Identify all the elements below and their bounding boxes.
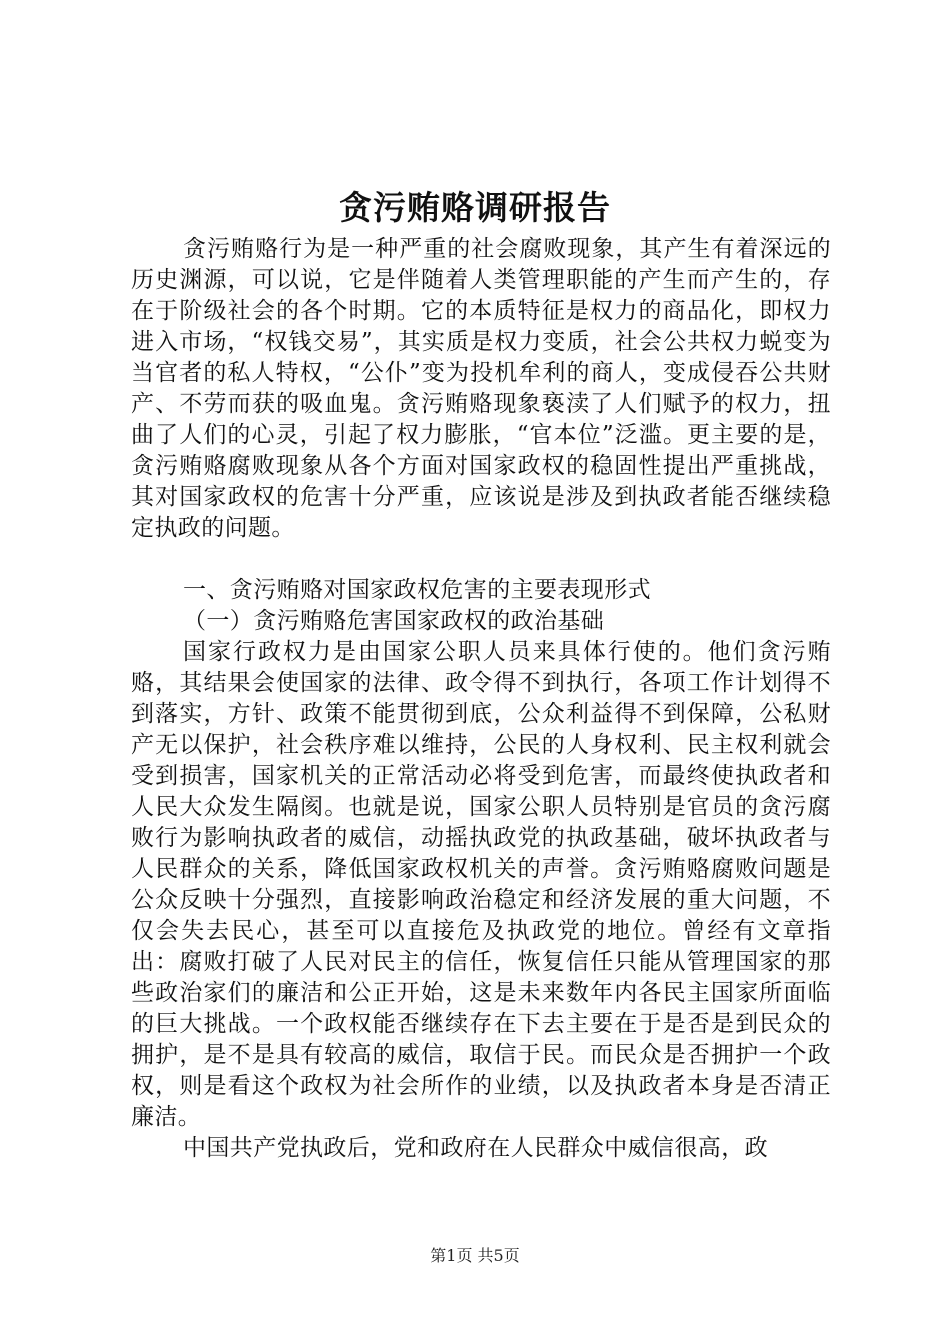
document-body <box>131 234 831 1164</box>
paragraph-spacer <box>131 544 831 575</box>
page-footer: 第1页 共5页 <box>430 1246 520 1265</box>
body-paragraph-2: 中国共产党执政后，党和政府在人民群众中威信很高，政 <box>183 1135 768 1161</box>
intro-paragraph: 贪污贿赂行为是一种严重的社会腐败现象，其产生有着深远的历史渊源，可以说，它是伴随着人类管理职能的产生而产生的，存在于阶级社会的各个时期。它的本质特征是权力的商品化，即权力进入市场，“权钱交易”，其实质是权力变质，社会公共权力蜕变为当官者的私人特权，“公仆”变为投机牟利的商人，变成侵吞公共财产、不劳而获的吸血鬼。贪污贿赂现象亵渎了人们赋予的权力，扭曲了人们的心灵，引起了权力膨胀，“官本位”泛滥。更主要的是，贪污贿赂腐败现象从各个方面对国家政权的稳固性提出严重挑战，其对国家政权的危害十分严重，应该说是涉及到执政者能否继续稳定执政的问题。 <box>131 236 831 541</box>
subsection-heading: （一）贪污贿赂危害国家政权的政治基础 <box>183 608 605 634</box>
document-title: 贪污贿赂调研报告 <box>339 188 611 227</box>
section-heading: 一、贪污贿赂对国家政权危害的主要表现形式 <box>183 577 651 603</box>
body-paragraph-1: 国家行政权力是由国家公职人员来具体行使的。他们贪污贿赂，其结果会使国家的法律、政令得不到执行，各项工作计划得不到落实，方针、政策不能贯彻到底，公众利益得不到保障，公私财产无以保护，社会秩序难以维持，公民的人身权利、民主权利就会受到损害，国家机关的正常活动必将受到危害，而最终使执政者和人民大众发生隔阂。也就是说，国家公职人员特别是官员的贪污腐败行为影响执政者的威信，动摇执政党的执政基础，破坏执政者与人民群众的关系，降低国家政权机关的声誉。贪污贿赂腐败问题是公众反映十分强烈，直接影响政治稳定和经济发展的重大问题，不仅会失去民心，甚至可以直接危及执政党的地位。曾经有文章指出：腐败打破了人民对民主的信任，恢复信任只能从管理国家的那些政治家们的廉洁和公正开始，这是未来数年内各民主国家所面临的巨大挑战。一个政权能否继续存在下去主要在于是否是到民众的拥护，是不是具有较高的威信，取信于民。而民众是否拥护一个政权，则是看这个政权为社会所作的业绩，以及执政者本身是否清正廉洁。 <box>131 639 831 1130</box>
